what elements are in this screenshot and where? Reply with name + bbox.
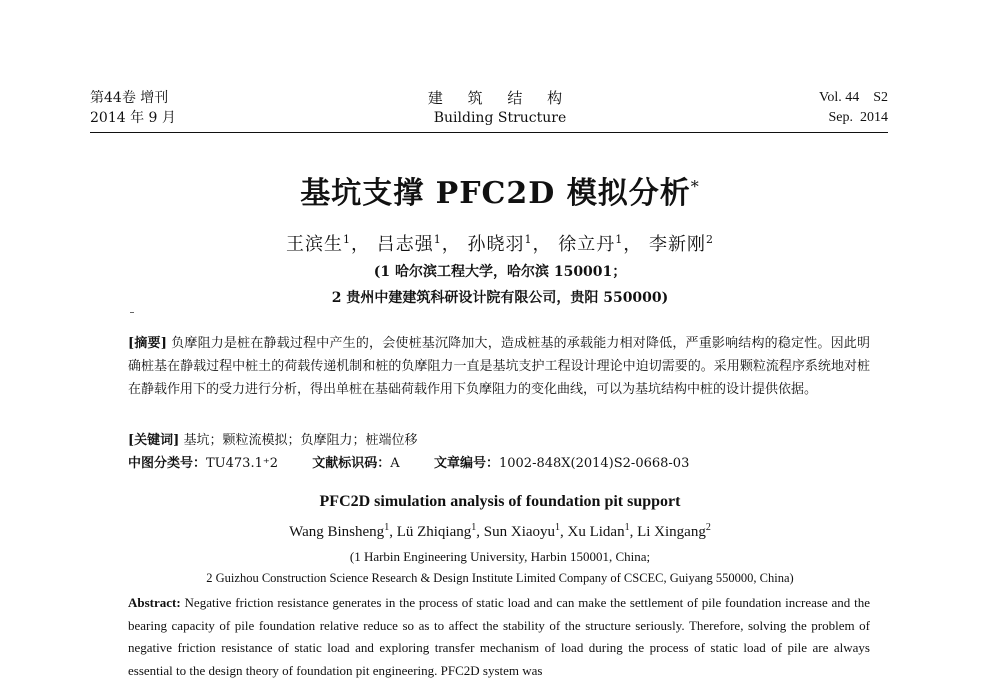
author-name: 王滨生 <box>286 234 344 255</box>
author-name-en: Sun Xiaoyu <box>483 524 556 540</box>
clc-label: 中图分类号： <box>128 456 207 471</box>
affiliation-cn-2: 2 贵州中建建筑科研设计院有限公司，贵阳 550000) <box>331 290 669 306</box>
author-affil-mark: 1 <box>624 522 630 533</box>
author-name: 孙晓羽 <box>467 234 525 255</box>
abstract-cn <box>128 332 870 401</box>
author-affil-mark: 2 <box>705 522 711 533</box>
clc-value: TU473.1⁺2 <box>206 456 278 471</box>
paper-title <box>0 168 1000 212</box>
affiliation-en-2: 2 Guizhou Construction Science Research & Design Institute Limited Company of CSCEC, Guiyang 550000, China) <box>206 571 794 585</box>
journal-name-cn: 建 筑 结 构 <box>427 89 573 107</box>
volume-issue-en: Vol. 44 S2 <box>819 90 888 105</box>
abstract-cn-label: [摘要] <box>128 336 167 351</box>
author-name-en: Lü Zhiqiang <box>396 524 472 540</box>
journal-name <box>380 88 620 128</box>
author-affil-mark: 1 <box>384 522 390 533</box>
affiliation-en-1: (1 Harbin Engineering University, Harbin 150001, China; <box>349 549 651 564</box>
journal-name-en: Building Structure <box>433 110 567 126</box>
paper-title-text: 基坑支撑 PFC2D 模拟分析 <box>300 176 691 211</box>
keywords-cn <box>128 431 417 451</box>
paper-title-en: PFC2D simulation analysis of foundation pit support <box>319 493 681 510</box>
affiliation-cn-1: (1 哈尔滨工程大学，哈尔滨 150001； <box>373 264 627 280</box>
author-list-en: Wang Binsheng$^1$, Lü Zhiqiang$^1$, Sun Xiaoyu$^1$, Xu Lidan$^1$, Li Xingang$^2$ <box>289 522 711 540</box>
date-en: Sep. 2014 <box>828 110 888 125</box>
header-rule <box>90 132 888 133</box>
article-no-value: 1002-848X(2014)S2-0668-03 <box>498 456 690 471</box>
author-name-en: Wang Binsheng <box>289 524 385 540</box>
keywords-cn-text: 基坑；颗粒流模拟；负摩阻力；桩端位移 <box>183 433 418 448</box>
divider-tick <box>130 312 134 313</box>
author-name-en: Xu Lidan <box>567 524 625 540</box>
author-affil-mark: 1 <box>471 522 477 533</box>
author-name: 李新刚 <box>648 234 706 255</box>
abstract-cn-text: 负摩阻力是桩在静载过程中产生的，会使桩基沉降加大，造成桩基的承载能力相对降低，严重影响结构的稳定性。因此明确桩基在静载过程中桩土的荷载传递机制和桩的负摩阻力一直是基坑支护工程设计理论中迫切需要的。采用颗粒流程序系统地对桩在静载作用下的受力进行分析，得出单桩在基础荷载作用下负摩阻力的变化曲线，可以为基坑结构中桩的设计提供依据。 <box>128 336 870 397</box>
author-name: 吕志强 <box>376 234 434 255</box>
author-list-cn: 王滨生$^1$， 吕志强$^1$， 孙晓羽$^1$， 徐立丹$^1$， 李新刚$^2$ <box>286 233 714 255</box>
author-affil-mark: 1 <box>555 522 561 533</box>
author-name: 徐立丹 <box>558 234 616 255</box>
article-no-label: 文章编号： <box>433 456 499 471</box>
volume-issue-cn: 第44卷 增刊 <box>90 90 169 106</box>
author-affil-mark: 1 <box>615 233 624 246</box>
author-affil-mark: 2 <box>705 233 714 246</box>
author-affil-mark: 1 <box>524 233 533 246</box>
issue-info <box>90 88 176 128</box>
keywords-cn-label: [关键词] <box>128 433 180 448</box>
issue-info-en <box>819 88 888 128</box>
author-affil-mark: 1 <box>433 233 442 246</box>
classification-line <box>128 454 689 474</box>
abstract-en <box>128 592 870 682</box>
author-affil-mark: 1 <box>343 233 352 246</box>
doc-code-label: 文献标识码： <box>312 456 391 471</box>
abstract-en-text: Negative friction resistance generates in the process of static load and can make the settlement of pile foundation increase and the bearing capacity of pile foundation relative reduce so as to affect the stability of the structure seriously. Therefore, solving the problem of negative friction resistance of static load and exploring transfer mechanism of load during the process of static load of pile are always essential to the design theory of foundation pit engineering. PFC2D system was <box>128 595 870 678</box>
title-footnote-mark: * <box>690 177 700 196</box>
doc-code-value: A <box>390 456 400 471</box>
author-name-en: Li Xingang <box>637 524 706 540</box>
abstract-en-label: Abstract: <box>128 595 181 610</box>
date-cn: 2014 年 9 月 <box>90 110 176 126</box>
